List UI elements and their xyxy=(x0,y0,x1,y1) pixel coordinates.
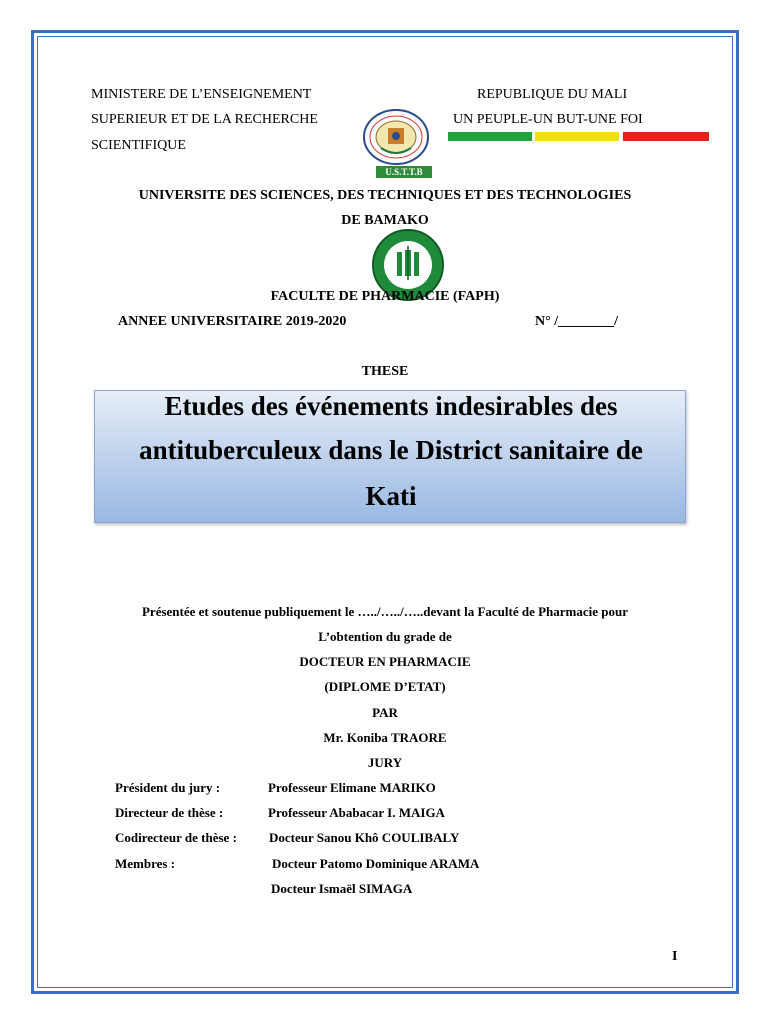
diploma-type: (DIPLOME D’ETAT) xyxy=(324,679,446,694)
jury-role: Membres : xyxy=(115,856,176,871)
flag-red-bar xyxy=(623,132,709,141)
presentation-line-1: Présentée et soutenue publiquement le …../…../…..devant la Faculté de Pharmacie pour xyxy=(141,604,628,619)
flag-yellow-bar xyxy=(535,132,619,141)
thesis-label: THESE xyxy=(361,364,409,379)
jury-member-name: Docteur Ismaël SIMAGA xyxy=(271,881,413,896)
page-number: I xyxy=(672,949,678,964)
usttb-logo-icon xyxy=(361,108,431,166)
thesis-number: N° /________/ xyxy=(535,314,618,329)
republic-name: REPUBLIQUE DU MALI xyxy=(477,87,628,102)
thesis-title-box xyxy=(94,390,686,523)
jury-label: JURY xyxy=(367,755,403,770)
jury-member-name: Docteur Patomo Dominique ARAMA xyxy=(272,856,480,871)
republic-motto: UN PEUPLE-UN BUT-UNE FOI xyxy=(453,112,643,127)
university-name-line-1: UNIVERSITE DES SCIENCES, DES TECHNIQUES ET DES TECHNOLOGIES xyxy=(138,188,632,203)
ministry-line-1: MINISTERE DE L’ENSEIGNEMENT xyxy=(91,87,312,102)
jury-member-name: Professeur Ababacar I. MAIGA xyxy=(268,805,445,820)
usttb-label: U.S.T.T.B xyxy=(376,166,432,178)
thesis-title-line-3: Kati xyxy=(365,481,417,511)
by-label: PAR xyxy=(372,705,398,720)
ministry-line-3: SCIENTIFIQUE xyxy=(91,138,186,153)
jury-role: Président du jury : xyxy=(115,780,221,795)
flag-green-bar xyxy=(448,132,532,141)
author-name: Mr. Koniba TRAORE xyxy=(323,730,447,745)
faculty-name: FACULTE DE PHARMACIE (FAPH) xyxy=(270,289,500,304)
degree-title: DOCTEUR EN PHARMACIE xyxy=(299,654,471,669)
presentation-line-2: L’obtention du grade de xyxy=(318,629,452,644)
jury-role: Codirecteur de thèse : xyxy=(115,830,237,845)
jury-member-name: Docteur Sanou Khô COULIBALY xyxy=(269,830,460,845)
jury-member-name: Professeur Elimane MARIKO xyxy=(268,780,436,795)
thesis-title-line-2: antituberculeux dans le District sanitaire de xyxy=(139,435,643,465)
academic-year: ANNEE UNIVERSITAIRE 2019-2020 xyxy=(118,314,347,329)
jury-role: Directeur de thèse : xyxy=(115,805,224,820)
university-name-line-2: DE BAMAKO xyxy=(341,213,429,228)
thesis-title-line-1: Etudes des événements indesirables des xyxy=(164,391,618,421)
ministry-line-2: SUPERIEUR ET DE LA RECHERCHE xyxy=(91,112,318,127)
